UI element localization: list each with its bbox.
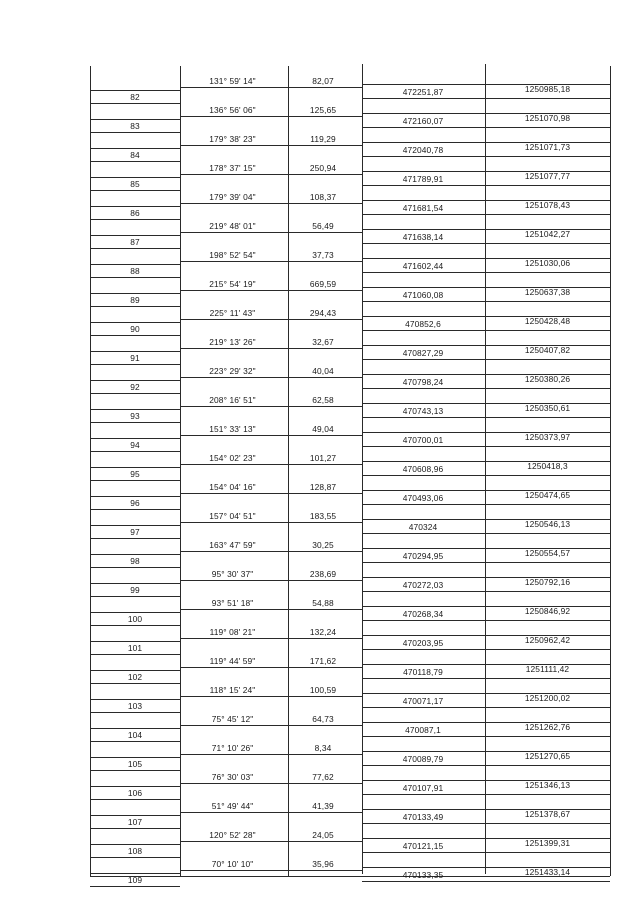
point-number: 103 [127, 701, 143, 711]
row-divider [180, 870, 362, 871]
row-divider [90, 306, 180, 307]
segment-length: 8,34 [314, 743, 332, 753]
row-divider [90, 728, 180, 729]
point-number: 92 [130, 382, 140, 392]
coordinate-y: 1250407,82 [524, 345, 571, 355]
point-number: 86 [130, 208, 140, 218]
coordinate-x: 471789,91 [402, 174, 444, 184]
row-divider [362, 620, 610, 621]
coordinate-x: 470700,01 [402, 435, 444, 445]
row-divider [362, 98, 610, 99]
segment-length: 183,55 [309, 511, 337, 521]
coordinate-y: 1251270,65 [524, 751, 571, 761]
row-divider [180, 232, 362, 233]
row-divider [180, 145, 362, 146]
bearing-angle: 225° 11' 43" [209, 308, 256, 318]
row-divider [180, 116, 362, 117]
point-number: 88 [130, 266, 140, 276]
row-divider [90, 409, 180, 410]
coordinate-y: 1250474,65 [524, 490, 571, 500]
row-divider [90, 90, 180, 91]
row-divider [362, 591, 610, 592]
coordinate-y: 1251077,77 [524, 171, 571, 181]
row-divider [90, 438, 180, 439]
row-divider [90, 467, 180, 468]
row-divider [90, 567, 180, 568]
row-divider [180, 348, 362, 349]
coordinate-y: 1251378,67 [524, 809, 571, 819]
row-divider [90, 132, 180, 133]
coordinate-x: 470798,24 [402, 377, 444, 387]
bearing-angle: 163° 47' 59" [209, 540, 256, 550]
point-number: 90 [130, 324, 140, 334]
row-divider [362, 533, 610, 534]
row-divider [90, 625, 180, 626]
bearing-angle: 178° 37' 15" [209, 163, 256, 173]
point-number: 82 [130, 92, 140, 102]
row-divider [362, 156, 610, 157]
coordinate-x: 472251,87 [402, 87, 444, 97]
row-divider [362, 852, 610, 853]
point-number: 100 [127, 614, 143, 624]
coordinate-x: 470133,49 [402, 812, 444, 822]
point-number: 96 [130, 498, 140, 508]
row-divider [90, 364, 180, 365]
row-divider [362, 736, 610, 737]
coordinate-x: 470852,6 [405, 319, 441, 329]
bearing-angle: 219° 48' 01" [209, 221, 256, 231]
segment-length: 171,62 [309, 656, 337, 666]
coordinate-x: 471681,54 [402, 203, 444, 213]
bearing-angle: 131° 59' 14" [209, 76, 256, 86]
point-number: 97 [130, 527, 140, 537]
row-divider [180, 609, 362, 610]
point-number: 85 [130, 179, 140, 189]
coordinate-x: 470294,95 [402, 551, 444, 561]
row-divider [90, 264, 180, 265]
row-divider [90, 248, 180, 249]
point-number: 108 [127, 846, 143, 856]
row-divider [90, 177, 180, 178]
coordinate-y: 1251262,76 [524, 722, 571, 732]
row-divider [180, 725, 362, 726]
segment-length: 30,25 [312, 540, 334, 550]
bearing-angle: 51° 49' 44" [211, 801, 254, 811]
row-divider [90, 161, 180, 162]
row-divider [180, 377, 362, 378]
row-divider [362, 678, 610, 679]
row-divider [90, 525, 180, 526]
point-number: 102 [127, 672, 143, 682]
row-divider [362, 185, 610, 186]
bearing-angle: 223° 29' 32" [209, 366, 256, 376]
row-divider [90, 641, 180, 642]
coordinate-x: 470107,91 [402, 783, 444, 793]
coordinate-y: 1251070,98 [524, 113, 571, 123]
coordinate-x: 470743,13 [402, 406, 444, 416]
row-divider [362, 765, 610, 766]
row-divider [180, 174, 362, 175]
row-divider [90, 757, 180, 758]
row-divider [362, 272, 610, 273]
row-divider [90, 886, 180, 887]
row-divider [90, 828, 180, 829]
coordinate-x: 471602,44 [402, 261, 444, 271]
segment-length: 250,94 [309, 163, 337, 173]
row-divider [90, 293, 180, 294]
row-divider [362, 475, 610, 476]
row-divider [180, 754, 362, 755]
row-divider [90, 612, 180, 613]
row-divider [362, 562, 610, 563]
segment-length: 54,88 [312, 598, 334, 608]
bearing-angle: 179° 39' 04" [209, 192, 256, 202]
coordinate-x: 470118,79 [403, 667, 443, 677]
point-number: 107 [127, 817, 143, 827]
row-divider [90, 335, 180, 336]
bearing-angle: 154° 02' 23" [209, 453, 256, 463]
row-divider [362, 446, 610, 447]
column-divider [610, 66, 611, 876]
point-number: 106 [127, 788, 143, 798]
row-divider [90, 770, 180, 771]
row-divider [90, 786, 180, 787]
coordinate-y: 1250985,18 [524, 84, 571, 94]
row-divider [90, 148, 180, 149]
coordinate-x: 470133,35 [402, 870, 444, 880]
bearing-angle: 215° 54' 19" [209, 279, 256, 289]
segment-length: 64,73 [312, 714, 334, 724]
coordinate-x: 470203,95 [402, 638, 444, 648]
row-divider [180, 783, 362, 784]
row-divider [90, 451, 180, 452]
bearing-angle: 157° 04' 51" [209, 511, 256, 521]
coordinate-x: 472040,78 [402, 145, 444, 155]
coordinate-y: 1250350,61 [524, 403, 571, 413]
coordinate-x: 471638,14 [402, 232, 444, 242]
row-divider [90, 219, 180, 220]
row-divider [180, 841, 362, 842]
coordinate-x: 470493,06 [402, 493, 444, 503]
bearing-angle: 119° 44' 59" [209, 656, 256, 666]
row-divider [180, 435, 362, 436]
segment-length: 62,58 [312, 395, 334, 405]
row-divider [90, 596, 180, 597]
coordinate-y: 1250846,92 [524, 606, 571, 616]
bearing-angle: 119° 08' 21" [209, 627, 256, 637]
bearing-angle: 120° 52' 28" [209, 830, 256, 840]
segment-length: 40,04 [312, 366, 334, 376]
segment-length: 56,49 [312, 221, 334, 231]
row-divider [90, 799, 180, 800]
coordinate-y: 1250546,13 [524, 519, 571, 529]
bearing-angle: 208° 16' 51" [209, 395, 256, 405]
segment-length: 35,96 [312, 859, 334, 869]
coordinate-y: 1251078,43 [524, 200, 571, 210]
row-divider [90, 857, 180, 858]
segment-length: 82,07 [312, 76, 334, 86]
bearing-angle: 136° 56' 06" [209, 105, 256, 115]
row-divider [90, 235, 180, 236]
segment-length: 77,62 [312, 772, 334, 782]
coordinate-x: 470324 [408, 522, 438, 532]
row-divider [180, 551, 362, 552]
row-divider [362, 881, 610, 882]
bearing-angle: 76° 30' 03" [211, 772, 254, 782]
row-divider [90, 119, 180, 120]
row-divider [90, 583, 180, 584]
bearing-angle: 154° 04' 16" [209, 482, 256, 492]
row-divider [90, 873, 180, 874]
bearing-angle: 71° 10' 26" [211, 743, 254, 753]
row-divider [90, 480, 180, 481]
point-number: 89 [130, 295, 140, 305]
row-divider [90, 712, 180, 713]
coordinate-x: 470121,15 [402, 841, 444, 851]
coordinate-x: 470827,29 [402, 348, 444, 358]
row-divider [90, 538, 180, 539]
segment-length: 41,39 [312, 801, 334, 811]
row-divider [90, 699, 180, 700]
point-number: 91 [130, 353, 140, 363]
row-divider [90, 654, 180, 655]
point-number: 109 [127, 875, 143, 885]
coordinate-y: 1250792,16 [524, 577, 571, 587]
row-divider [90, 103, 180, 104]
row-divider [90, 351, 180, 352]
row-divider [180, 464, 362, 465]
point-number: 84 [130, 150, 140, 160]
row-divider [90, 206, 180, 207]
segment-length: 101,27 [309, 453, 337, 463]
point-number: 98 [130, 556, 140, 566]
coordinate-y: 1251030,06 [524, 258, 571, 268]
segment-length: 238,69 [309, 569, 337, 579]
row-divider [180, 522, 362, 523]
segment-length: 125,65 [309, 105, 337, 115]
coordinate-y: 1250373,97 [524, 432, 571, 442]
coordinate-y: 1251200,02 [524, 693, 571, 703]
row-divider [180, 667, 362, 668]
row-divider [180, 580, 362, 581]
segment-length: 108,37 [309, 192, 337, 202]
row-divider [180, 290, 362, 291]
segment-length: 128,87 [309, 482, 337, 492]
coordinate-y: 1250554,57 [524, 548, 571, 558]
point-number: 93 [130, 411, 140, 421]
coordinate-x: 471060,08 [402, 290, 444, 300]
row-divider [180, 638, 362, 639]
row-divider [362, 417, 610, 418]
point-number: 94 [130, 440, 140, 450]
coordinate-x: 470071,17 [402, 696, 444, 706]
row-divider [362, 359, 610, 360]
segment-length: 669,59 [309, 279, 337, 289]
coordinate-x: 470089,79 [402, 754, 444, 764]
row-divider [90, 277, 180, 278]
bearing-angle: 219° 13' 26" [209, 337, 256, 347]
coordinate-y: 1250380,26 [524, 374, 571, 384]
bearing-angle: 118° 15' 24" [209, 685, 256, 695]
point-number: 95 [130, 469, 140, 479]
coordinate-x: 472160,07 [402, 116, 444, 126]
row-divider [180, 87, 362, 88]
coordinate-y: 1250962,42 [524, 635, 571, 645]
row-divider [180, 696, 362, 697]
row-divider [180, 493, 362, 494]
coordinate-y: 1251042,27 [524, 229, 571, 239]
bearing-angle: 151° 33' 13" [209, 424, 256, 434]
segment-length: 37,73 [312, 250, 334, 260]
coordinate-y: 1251071,73 [524, 142, 571, 152]
segment-length: 24,05 [312, 830, 334, 840]
coordinate-y: 1251399,31 [524, 838, 571, 848]
bearing-angle: 179° 38' 23" [209, 134, 256, 144]
row-divider [362, 388, 610, 389]
bearing-angle: 70° 10' 10" [211, 859, 254, 869]
coordinate-x: 470608,96 [402, 464, 444, 474]
coordinate-y: 1250418,3 [527, 461, 568, 471]
segment-length: 49,04 [312, 424, 334, 434]
bearing-angle: 93° 51' 18" [211, 598, 254, 608]
row-divider [362, 504, 610, 505]
bearing-angle: 75° 45' 12" [211, 714, 254, 724]
row-divider [90, 190, 180, 191]
row-divider [90, 554, 180, 555]
row-divider [362, 649, 610, 650]
coordinate-y: 1251111,42 [525, 664, 570, 674]
point-number: 101 [127, 643, 143, 653]
row-divider [362, 127, 610, 128]
coordinate-y: 1250428,48 [524, 316, 571, 326]
row-divider [362, 214, 610, 215]
coordinate-y: 1251433,14 [524, 867, 571, 877]
point-number: 104 [127, 730, 143, 740]
segment-length: 294,43 [309, 308, 337, 318]
segment-length: 32,67 [312, 337, 334, 347]
row-divider [90, 844, 180, 845]
row-divider [180, 812, 362, 813]
point-number: 105 [127, 759, 143, 769]
segment-length: 119,29 [310, 134, 336, 144]
row-divider [180, 319, 362, 320]
segment-length: 132,24 [309, 627, 337, 637]
coordinate-y: 1251346,13 [524, 780, 571, 790]
row-divider [362, 330, 610, 331]
row-divider [90, 393, 180, 394]
row-divider [180, 406, 362, 407]
row-divider [180, 203, 362, 204]
segment-length: 100,59 [309, 685, 337, 695]
row-divider [90, 422, 180, 423]
point-number: 87 [130, 237, 140, 247]
row-divider [90, 741, 180, 742]
coordinate-y: 1250637,38 [524, 287, 571, 297]
row-divider [90, 670, 180, 671]
row-divider [90, 496, 180, 497]
row-divider [362, 243, 610, 244]
coordinate-x: 470087,1 [405, 725, 441, 735]
row-divider [180, 261, 362, 262]
row-divider [90, 815, 180, 816]
coordinate-x: 470268,34 [402, 609, 444, 619]
row-divider [90, 322, 180, 323]
row-divider [362, 707, 610, 708]
point-number: 99 [130, 585, 140, 595]
row-divider [90, 380, 180, 381]
bearing-angle: 198° 52' 54" [209, 250, 256, 260]
row-divider [90, 683, 180, 684]
row-divider [362, 794, 610, 795]
row-divider [90, 509, 180, 510]
row-divider [362, 301, 610, 302]
row-divider [362, 823, 610, 824]
bearing-angle: 95° 30' 37" [211, 569, 254, 579]
coordinate-x: 470272,03 [402, 580, 444, 590]
point-number: 83 [130, 121, 140, 131]
